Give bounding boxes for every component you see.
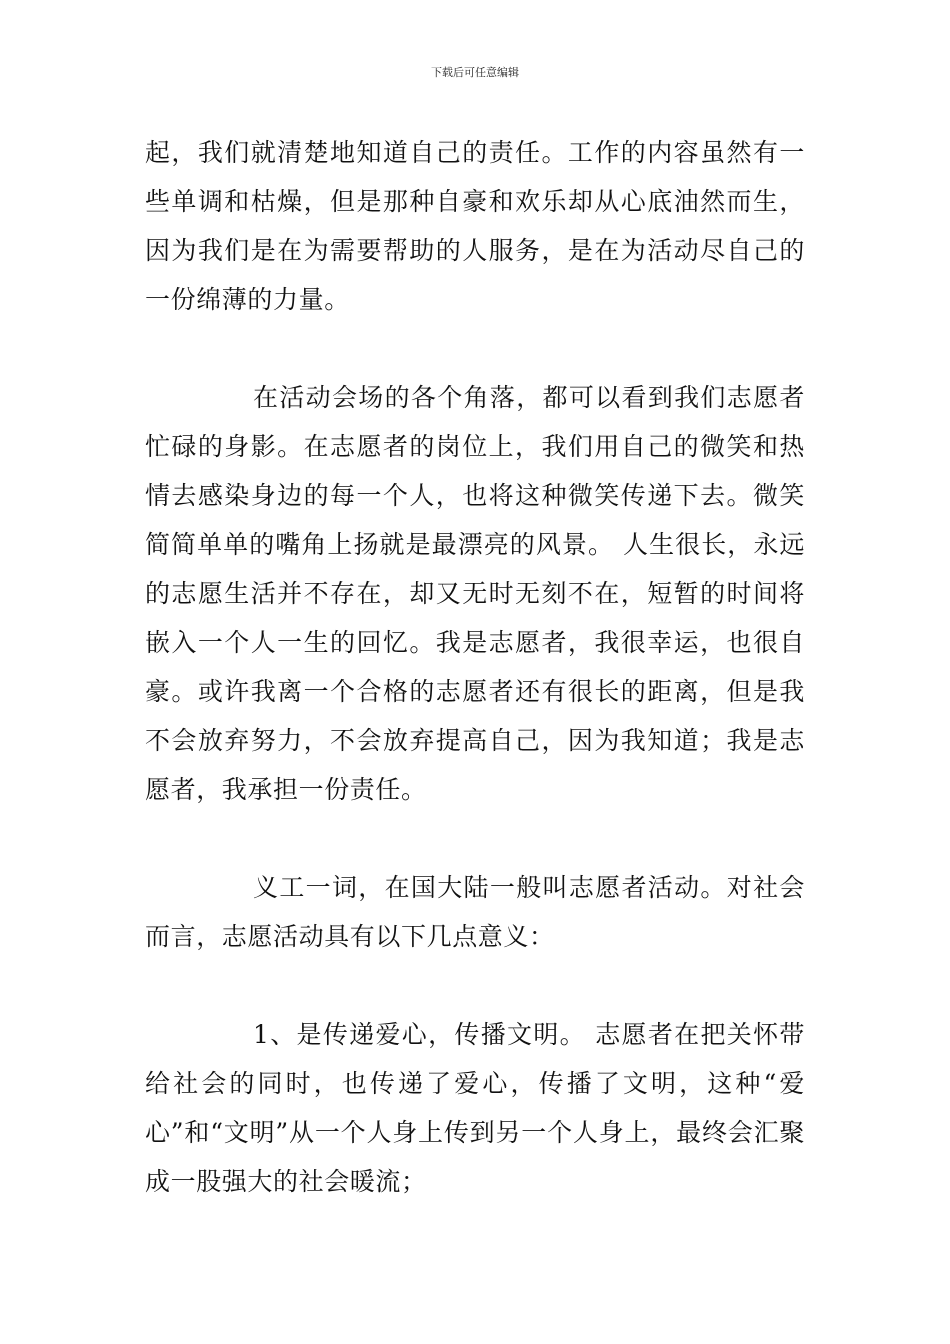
body-text — [145, 128, 805, 1206]
paragraph-volunteer-meaning: 义工一词，在国大陆一般叫志愿者活动。对社会而言，志愿活动具有以下几点意义： — [145, 873, 805, 951]
paragraph-volunteer-presence: 在活动会场的各个角落，都可以看到我们志愿者忙碌的身影。在志愿者的岗位上，我们用自己的微笑和热情去感染身边的每一个人，也将这种微笑传递下去。微笑简简单单的嘴角上扬就是最漂亮的风景。 人生很长，永远的志愿生活并不存在，却又无时无刻不在，短暂的时间将嵌入一个人一生的回忆。我是志愿者，我很幸运，也很自豪。或许我离一个合格的志愿者还有很长的距离，但是我不会放弃努力，不会放弃提高自己，因为我知道；我是志愿者，我承担一份责任。 — [145, 383, 805, 804]
paragraph-continuation: 起，我们就清楚地知道自己的责任。工作的内容虽然有一些单调和枯燥，但是那种自豪和欢乐却从心底油然而生，因为我们是在为需要帮助的人服务，是在为活动尽自己的一份绵薄的力量。 — [145, 138, 805, 314]
paragraph-point-one: 1、是传递爱心，传播文明。 志愿者在把关怀带给社会的同时，也传递了爱心，传播了文明，这种“爱心”和“文明”从一个人身上传到另一个人身上，最终会汇聚成一股强大的社会暖流； — [145, 1020, 805, 1196]
header-note: 下载后可任意编辑 — [431, 66, 519, 79]
